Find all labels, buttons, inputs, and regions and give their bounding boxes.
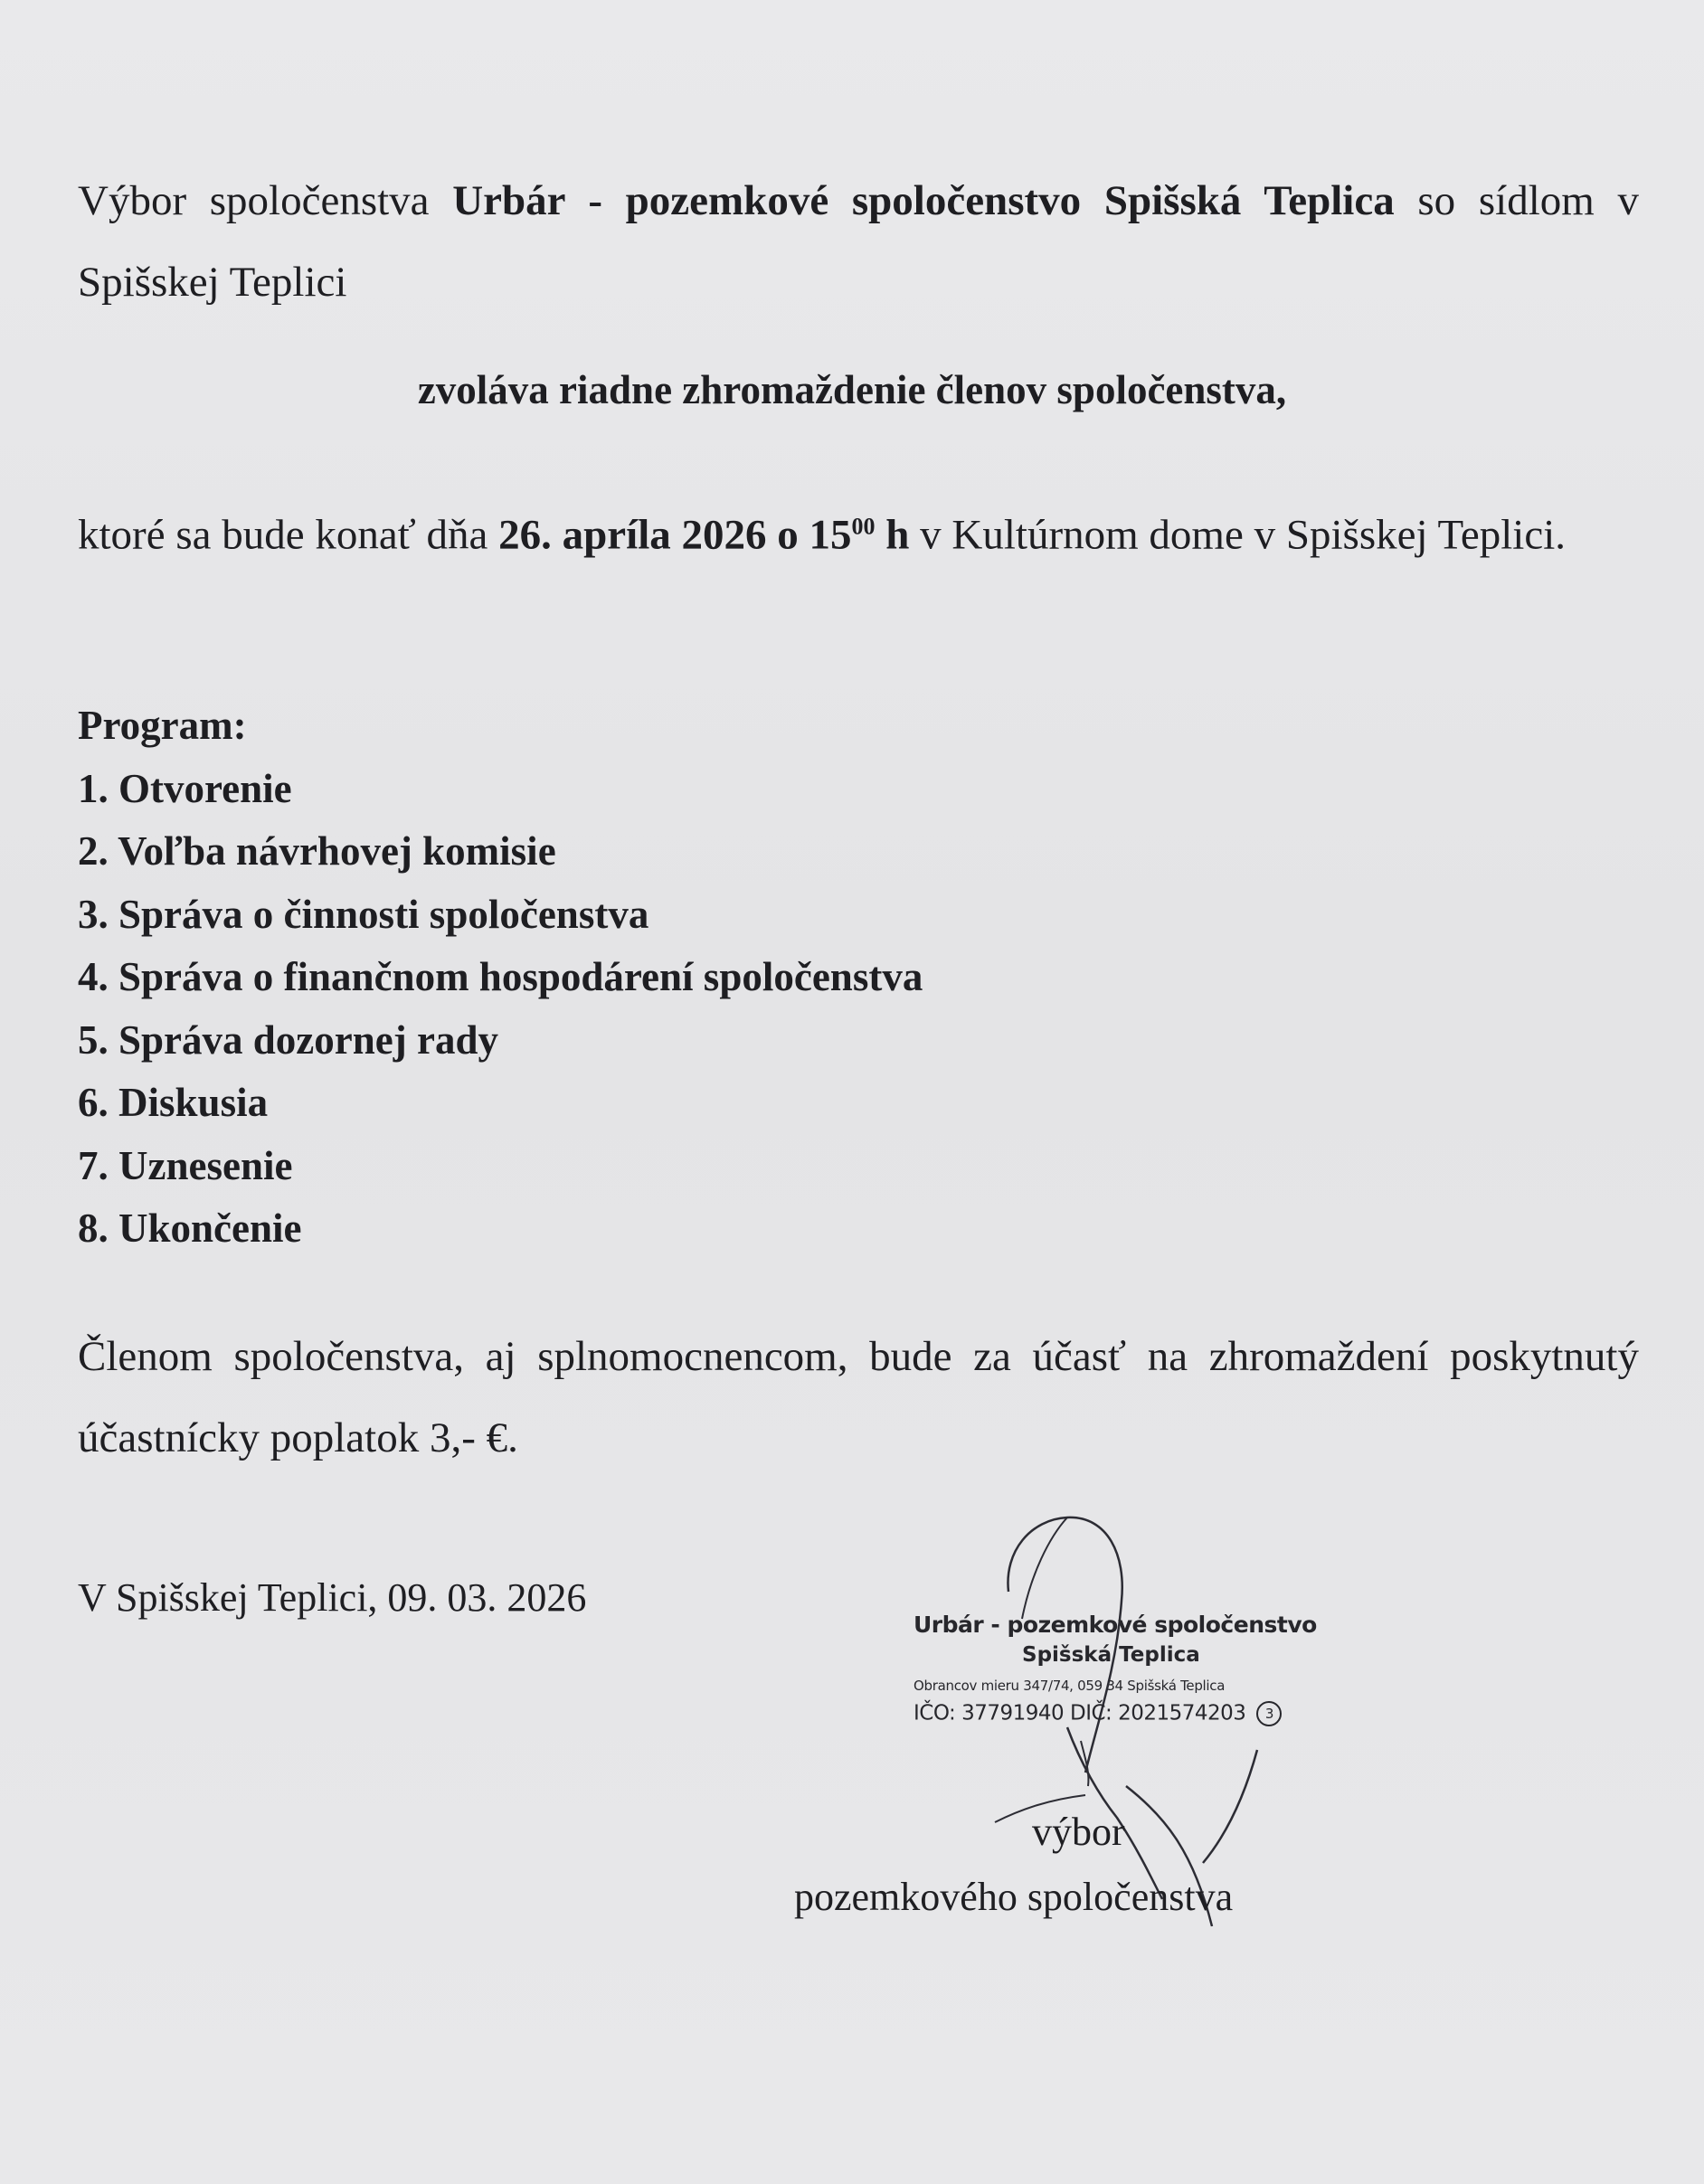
- stamp-id-numbers: IČO: 37791940 DIČ: 2021574203: [914, 1701, 1246, 1725]
- program-item: 3. Správa o činnosti spoločenstva: [78, 891, 649, 937]
- signature-caption-line2: pozemkového spoločenstva: [794, 1875, 1234, 1919]
- stamp-ids: [914, 1701, 1321, 1726]
- program-item: 8. Ukončenie: [78, 1205, 302, 1251]
- program-item: 1. Otvorenie: [78, 765, 292, 811]
- meeting-time-minutes: 00: [851, 513, 876, 539]
- program-item: 5. Správa dozornej rady: [78, 1016, 498, 1063]
- place-and-date: V Spišskej Teplici, 09. 03. 2026: [78, 1575, 587, 1620]
- program-item: 6. Diskusia: [78, 1080, 269, 1125]
- association-name: Urbár - pozemkové spoločenstvo Spišská Teplica: [452, 177, 1395, 224]
- program-list: [78, 758, 923, 1261]
- intro-paragraph: [78, 160, 1639, 323]
- meeting-text-before: ktoré sa bude konať dňa: [78, 511, 499, 559]
- program-section: [78, 695, 923, 1261]
- stamp-address: Obrancov mieru 347/74, 059 34 Spišská Teplica: [914, 1678, 1226, 1694]
- meeting-date: 26. apríla 2026 o 15: [498, 511, 852, 559]
- meeting-hour-unit: h: [875, 511, 910, 559]
- program-title: Program:: [78, 703, 247, 748]
- convene-heading: zvoláva riadne zhromaždenie členov spoločenstva,: [417, 367, 1287, 412]
- intro-text-before: Výbor spoločenstva: [78, 177, 453, 224]
- intro-text-after: so sídlom v Spišskej Teplici: [78, 177, 1639, 306]
- meeting-text-after: v Kultúrnom dome v Spišskej Teplici.: [909, 511, 1567, 559]
- stamp-mark: 3: [1256, 1701, 1282, 1726]
- fee-paragraph: Členom spoločenstva, aj splnomocnencom, bude za účasť na zhromaždení poskytnutý účastnícky poplatok 3,- €.: [78, 1333, 1639, 1461]
- program-item: 7. Uznesenie: [78, 1142, 293, 1188]
- program-item: 2. Voľba návrhovej komisie: [78, 828, 556, 874]
- program-item: 4. Správa o finančnom hospodárení spoločenstva: [78, 954, 923, 999]
- stamp-town: Spišská Teplica: [1022, 1643, 1200, 1667]
- stamp-name: Urbár - pozemkové spoločenstvo: [914, 1612, 1317, 1638]
- signature-caption: [794, 1800, 1337, 1930]
- association-stamp: [914, 1612, 1321, 1726]
- meeting-paragraph: [78, 486, 1639, 576]
- signature-caption-line1: výbor: [1032, 1810, 1125, 1854]
